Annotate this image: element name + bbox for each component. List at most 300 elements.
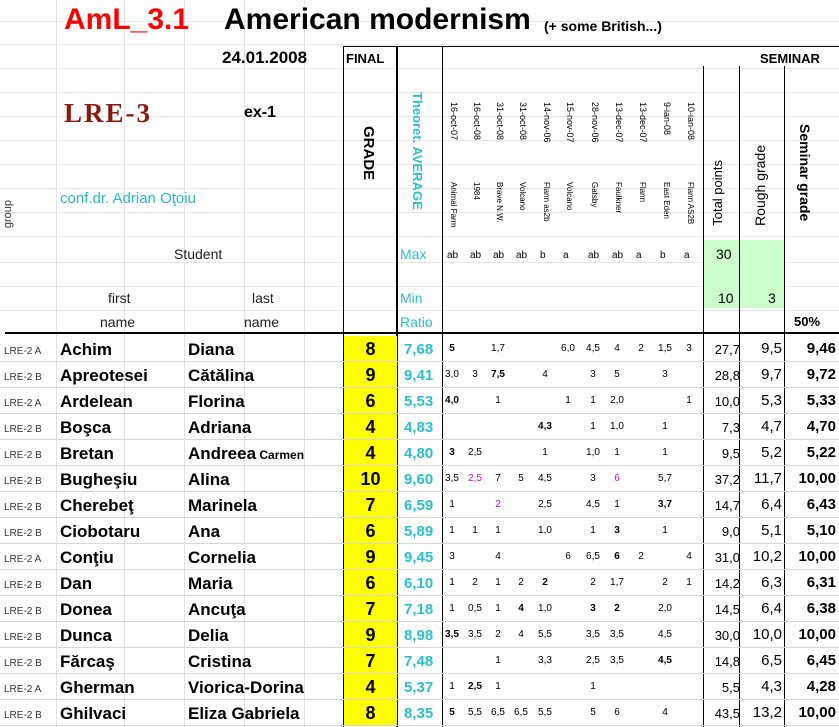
seminar-score: 2,5 [468, 447, 482, 458]
seminar-score: 2 [590, 577, 596, 588]
final-grade: 8 [365, 703, 376, 723]
total-points: 14,2 [714, 576, 740, 591]
rough-grade: 5,2 [761, 444, 782, 461]
student-group: LRE-2 A [4, 346, 42, 357]
theoretical-average: 5,37 [404, 679, 434, 696]
student-last-name [188, 340, 234, 360]
seminar-score: 1 [495, 395, 501, 406]
student-first-name: Fărcaş [60, 652, 115, 671]
student-group: LRE-2 B [4, 372, 42, 383]
rough-grade: 11,7 [753, 470, 782, 487]
seminar-type-label: a [636, 250, 642, 261]
seminar-grade: 4,28 [806, 678, 836, 695]
seminar-grade: 6,38 [806, 600, 836, 617]
seminar-topic-header: Flann AS2B [686, 182, 695, 225]
seminar-score: 1,0 [538, 525, 552, 536]
seminar-date-header: 16-oct-07 [449, 102, 459, 141]
student-last-name-text: Viorica-Dorina [188, 678, 304, 697]
student-last-name-text: Cristina [188, 652, 252, 671]
seminar-score: 2,5 [586, 655, 600, 666]
seminar-score: 2 [662, 577, 668, 588]
total-points: 43,5 [714, 706, 740, 721]
seminar-date-header: 14-nov-06 [542, 102, 552, 143]
theoretical-average: 4,80 [404, 445, 434, 462]
student-first-name: Dunca [60, 626, 112, 645]
seminar-score: 2 [518, 577, 524, 588]
seminar-score: 1 [590, 421, 596, 432]
final-grade: 10 [360, 469, 381, 489]
seminar-score: 3 [614, 525, 620, 536]
student-last-name [188, 470, 230, 490]
seminar-date-header: 31-oct-08 [518, 102, 528, 141]
seminar-topic-header: Gatsby [590, 182, 599, 208]
seminar-date-header: 15-nov-07 [565, 102, 575, 143]
seminar-score: 4,3 [538, 421, 552, 432]
seminar-score: 2 [495, 629, 501, 640]
total-points: 9,5 [721, 446, 740, 461]
rough-grade: 4,7 [761, 418, 782, 435]
seminar-type-label: ab [470, 250, 482, 261]
seminar-score: 4 [614, 343, 620, 354]
student-last-name-text: Ana [188, 522, 221, 541]
student-last-name-text: Adriana [188, 418, 252, 437]
final-grade: 9 [365, 547, 376, 567]
seminar-score: 6 [614, 707, 620, 718]
row-divider [0, 725, 839, 726]
student-last-name-text: Maria [188, 574, 233, 593]
final-label: FINAL [346, 51, 385, 66]
course-title: American modernism [224, 3, 531, 36]
student-group: LRE-2 A [4, 684, 42, 695]
seminar-score: 1,0 [586, 447, 600, 458]
theoretical-average: 7,18 [404, 601, 434, 618]
seminar-score: 7 [495, 473, 501, 484]
seminar-date-header: 9-ian-08 [662, 102, 672, 136]
seminar-score: 5 [518, 473, 524, 484]
student-group: LRE-2 A [4, 398, 42, 409]
seminar-score: 3,5 [468, 629, 482, 640]
seminar-score: 1 [449, 681, 455, 692]
seminar-topic-header: 1984 [472, 182, 481, 200]
table-row[interactable] [0, 518, 839, 544]
table-row[interactable] [0, 362, 839, 388]
seminar-date-header: 10-ian-08 [686, 102, 696, 141]
total-points: 7,3 [721, 420, 740, 435]
student-last-name-text: Delia [188, 626, 229, 645]
course-code: AmL_3.1 [64, 3, 190, 36]
total-points: 30,0 [714, 628, 740, 643]
seminar-score: 1 [662, 525, 668, 536]
seminar-score: 2 [495, 499, 501, 510]
grade-column-label: GRADE [360, 126, 377, 181]
table-row[interactable] [0, 544, 839, 570]
student-last-name [188, 704, 300, 724]
seminar-grade: 6,31 [806, 574, 836, 591]
theoretical-average: 7,48 [404, 653, 434, 670]
student-last-name [188, 366, 254, 386]
professor-name: conf.dr. Adrian Oţoiu [60, 190, 196, 207]
rough-grade: 9,7 [761, 366, 782, 383]
student-group: LRE-2 B [4, 528, 42, 539]
seminar-grade: 5,33 [806, 392, 836, 409]
student-first-name: Ciobotaru [60, 522, 141, 541]
ratio-label: Ratio [400, 314, 433, 330]
rough-grade: 10,0 [752, 626, 782, 643]
theoretical-average: 4,83 [404, 419, 434, 436]
seminar-score: 6,0 [561, 343, 575, 354]
exam-date: 24.01.2008 [222, 48, 308, 67]
rough-grade-label: Rough grade [752, 145, 768, 226]
seminar-score: 1 [614, 499, 620, 510]
seminar-type-label: ab [493, 250, 505, 261]
student-last-name-text: Florina [188, 392, 245, 411]
seminar-score: 1,0 [610, 421, 624, 432]
seminar-score: 4 [495, 551, 501, 562]
student-last-name [188, 496, 257, 516]
student-group: LRE-2 B [4, 450, 42, 461]
student-first-name: Gherman [60, 678, 135, 697]
student-last-name [188, 392, 245, 412]
student-first-name: Bugheşiu [60, 470, 138, 489]
seminar-score: 1 [449, 499, 455, 510]
seminar-score: 1 [495, 577, 501, 588]
seminar-score: 4,5 [658, 629, 672, 640]
final-grade: 6 [365, 573, 376, 593]
theoretical-average: 6,59 [404, 497, 434, 514]
rough-grade: 9,5 [761, 340, 782, 357]
seminar-score: 4,5 [586, 499, 600, 510]
theoretical-average: 6,10 [404, 575, 434, 592]
seminar-score: 4 [518, 603, 524, 614]
seminar-score: 1 [449, 603, 455, 614]
seminar-score: 1 [686, 395, 692, 406]
rough-grade: 13,2 [752, 704, 782, 721]
student-first-name: Conţiu [60, 548, 114, 567]
seminar-score: 6 [614, 551, 620, 562]
seminar-score: 2 [542, 577, 548, 588]
student-first-name: Cherebeţ [60, 496, 134, 515]
student-last-name-text: Ancuţa [188, 600, 246, 619]
student-first-name: Donea [60, 600, 112, 619]
seminar-grade: 10,00 [798, 548, 836, 565]
seminar-type-label: ab [516, 250, 528, 261]
final-grade: 6 [365, 391, 376, 411]
seminar-score: 7,5 [491, 369, 505, 380]
seminar-score: 2 [614, 603, 620, 614]
seminar-grade: 6,45 [806, 652, 836, 669]
seminar-date-header: 16-oct-08 [472, 102, 482, 141]
seminar-score: 2,0 [610, 395, 624, 406]
student-first-name: Ghilvaci [60, 704, 127, 723]
final-grade: 4 [365, 417, 376, 437]
group-column-label: group [2, 200, 14, 229]
seminar-topic-header: Animal Farm [449, 182, 458, 228]
student-last-name-text: Cătălina [188, 366, 255, 385]
seminar-topic-header: Brave N.W. [495, 182, 504, 223]
seminar-topic-header: Faulkner [614, 182, 623, 214]
final-grade: 7 [365, 495, 376, 515]
student-label: Student [174, 246, 223, 262]
seminar-score: 5,5 [538, 629, 552, 640]
theoretical-average: 5,53 [404, 393, 434, 410]
student-group: LRE-2 B [4, 580, 42, 591]
seminar-score: 5,7 [658, 473, 672, 484]
seminar-score: 3 [590, 603, 596, 614]
student-last-name [188, 678, 304, 698]
table-row[interactable] [0, 492, 839, 518]
seminar-type-label: a [563, 250, 569, 261]
seminar-score: 1,7 [610, 577, 624, 588]
seminar-score: 3 [662, 369, 668, 380]
seminar-score: 1 [495, 525, 501, 536]
theoretical-average: 7,68 [404, 341, 434, 358]
seminar-score: 1 [662, 421, 668, 432]
seminar-score: 4,5 [658, 655, 672, 666]
theoretical-average-label: Theoret. AVERAGE [410, 92, 425, 210]
seminar-score: 1 [472, 525, 478, 536]
seminar-date-header: 28-nov-06 [590, 102, 600, 143]
table-row[interactable] [0, 440, 839, 466]
seminar-grade-label: Seminar grade [797, 124, 813, 222]
rough-grade: 4,3 [761, 678, 782, 695]
student-group: LRE-2 B [4, 710, 42, 721]
final-grade: 4 [365, 677, 376, 697]
theoretical-average: 9,60 [404, 471, 434, 488]
seminar-score: 4,0 [445, 395, 459, 406]
seminar-score: 6 [565, 551, 571, 562]
seminar-date-header: 13-dec-07 [614, 102, 624, 143]
student-last-name [188, 574, 232, 594]
max-label: Max [400, 246, 427, 262]
total-points: 27,7 [714, 342, 740, 357]
theoretical-average: 9,41 [404, 367, 434, 384]
seminar-date-header: 31-oct-08 [495, 102, 505, 141]
seminar-score: 5 [449, 343, 455, 354]
seminar-grade: 6,43 [806, 496, 836, 513]
table-row[interactable] [0, 414, 839, 440]
seminar-grade: 5,10 [806, 522, 836, 539]
total-points: 9,0 [721, 524, 740, 539]
seminar-score: 1 [565, 395, 571, 406]
seminar-label: SEMINAR [760, 51, 820, 66]
student-last-name [188, 626, 229, 646]
seminar-score: 2 [638, 551, 644, 562]
exam-label: ex-1 [244, 104, 277, 121]
seminar-type-label: ab [612, 250, 624, 261]
seminar-score: 5 [449, 707, 455, 718]
seminar-grade: 10,00 [798, 704, 836, 721]
seminar-type-label: ab [447, 250, 459, 261]
seminar-score: 4 [662, 707, 668, 718]
seminar-score: 1 [449, 525, 455, 536]
seminar-grade: 10,00 [798, 470, 836, 487]
student-group: LRE-2 B [4, 606, 42, 617]
final-top-border [343, 46, 839, 47]
final-grade: 8 [365, 339, 376, 359]
rough-grade: 6,4 [761, 600, 782, 617]
student-group: LRE-2 B [4, 424, 42, 435]
student-first-name: Ardelean [60, 392, 133, 411]
student-first-name: Boşca [60, 418, 112, 437]
rough-grade: 6,3 [761, 574, 782, 591]
rough-grade: 5,1 [761, 522, 782, 539]
student-last-name-text: Diana [188, 340, 235, 359]
seminar-percent: 50% [794, 314, 821, 329]
first-name-label: name [100, 314, 136, 330]
seminar-score: 0,5 [468, 603, 482, 614]
student-last-name-text: Andreea [188, 444, 257, 463]
seminar-score: 1 [449, 577, 455, 588]
seminar-score: 1 [495, 603, 501, 614]
student-first-name: Bretan [60, 444, 114, 463]
table-row[interactable] [0, 622, 839, 648]
final-grade: 4 [365, 443, 376, 463]
seminar-type-label: a [684, 250, 690, 261]
seminar-score: 3 [590, 369, 596, 380]
header-divider [5, 332, 839, 334]
total-points: 14,8 [714, 654, 740, 669]
seminar-score: 3 [449, 447, 455, 458]
table-row[interactable] [0, 570, 839, 596]
seminar-score: 1,7 [491, 343, 505, 354]
rough-grade: 10,2 [752, 548, 782, 565]
seminar-score: 6,5 [491, 707, 505, 718]
student-last-name [188, 548, 256, 568]
seminar-score: 2,0 [658, 603, 672, 614]
seminar-score: 4 [518, 629, 524, 640]
student-last-name-text: Marinela [188, 496, 257, 515]
seminar-grade: 4,70 [806, 418, 836, 435]
total-points-max: 30 [716, 246, 732, 262]
table-row[interactable] [0, 336, 839, 362]
last-label: last [252, 290, 274, 306]
theoretical-average: 9,45 [404, 549, 434, 566]
final-grade: 9 [365, 625, 376, 645]
seminar-topic-header: Flann [638, 182, 647, 203]
final-grade: 7 [365, 651, 376, 671]
seminar-score: 1 [686, 577, 692, 588]
seminar-score: 1 [495, 681, 501, 692]
total-points: 31,0 [714, 550, 740, 565]
table-row[interactable] [0, 466, 839, 492]
final-grade: 9 [365, 365, 376, 385]
seminar-score: 1 [590, 395, 596, 406]
rough-grade-range-cell [740, 240, 784, 308]
seminar-grade: 9,72 [806, 366, 836, 383]
student-last-name [188, 600, 246, 620]
seminar-score: 1 [495, 655, 501, 666]
student-last-name-text: Alina [188, 470, 230, 489]
student-group: LRE-2 A [4, 554, 42, 565]
theoretical-average: 8,35 [404, 705, 434, 722]
total-points: 10,0 [714, 394, 740, 409]
seminar-score: 2,5 [468, 681, 482, 692]
seminar-score: 1 [590, 525, 596, 536]
rough-grade: 5,3 [761, 392, 782, 409]
seminar-score: 3,0 [445, 369, 459, 380]
seminar-topic-header: Flann as2b [542, 182, 551, 222]
seminar-score: 4,5 [586, 343, 600, 354]
course-subtitle: (+ some British...) [544, 18, 662, 34]
theoretical-average: 8,98 [404, 627, 434, 644]
seminar-score: 5,5 [468, 707, 482, 718]
seminar-score: 5 [614, 369, 620, 380]
seminar-score: 5 [590, 707, 596, 718]
seminar-score: 6,5 [514, 707, 528, 718]
seminar-score: 1,0 [538, 603, 552, 614]
seminar-grade: 5,22 [806, 444, 836, 461]
seminar-score: 2 [472, 577, 478, 588]
seminar-score: 3,5 [445, 473, 459, 484]
first-label: first [108, 290, 131, 306]
student-last-name-text: Cornelia [188, 548, 257, 567]
seminar-score: 1 [614, 447, 620, 458]
student-last-name [188, 444, 304, 464]
seminar-score: 4 [542, 369, 548, 380]
group-code: LRE-3 [64, 98, 153, 128]
rough-grade-min: 3 [768, 290, 776, 306]
seminar-topic-header: East Eden [662, 182, 671, 219]
table-row[interactable] [0, 674, 839, 700]
total-points-min: 10 [718, 290, 734, 306]
seminar-score: 3,5 [610, 655, 624, 666]
seminar-grade: 10,00 [798, 626, 836, 643]
final-grade: 6 [365, 521, 376, 541]
student-first-name: Dan [60, 574, 93, 593]
seminar-score: 3,5 [586, 629, 600, 640]
seminar-type-label: ab [588, 250, 600, 261]
seminar-score: 2,5 [468, 473, 482, 484]
total-points-label: Total points [710, 160, 725, 226]
seminar-score: 3 [590, 473, 596, 484]
seminar-score: 3,5 [445, 629, 459, 640]
seminar-score: 1 [542, 447, 548, 458]
seminar-score: 1,5 [658, 343, 672, 354]
seminar-date-header: 13-dec-07 [638, 102, 648, 143]
table-row[interactable] [0, 388, 839, 414]
seminar-score: 4,5 [538, 473, 552, 484]
table-row[interactable] [0, 648, 839, 674]
student-last-name [188, 522, 220, 542]
student-group: LRE-2 B [4, 476, 42, 487]
seminar-score: 2,5 [538, 499, 552, 510]
table-row[interactable] [0, 596, 839, 622]
last-name-label: name [244, 314, 280, 330]
table-row[interactable] [0, 700, 839, 726]
seminar-topic-header: Volcano [565, 182, 574, 211]
rough-grade: 6,5 [761, 652, 782, 669]
min-label: Min [400, 290, 423, 306]
seminar-score: 1 [662, 447, 668, 458]
seminar-score: 3,3 [538, 655, 552, 666]
seminar-score: 5,5 [538, 707, 552, 718]
total-points: 14,5 [714, 602, 740, 617]
seminar-score: 6 [614, 473, 620, 484]
total-points: 37,2 [714, 472, 740, 487]
seminar-score: 2 [638, 343, 644, 354]
seminar-grade: 9,46 [806, 340, 836, 357]
seminar-type-label: b [540, 250, 546, 261]
seminar-score: 3 [449, 551, 455, 562]
seminar-score: 3 [472, 369, 478, 380]
seminar-type-label: b [660, 250, 666, 261]
student-group: LRE-2 B [4, 502, 42, 513]
seminar-score: 3,5 [610, 629, 624, 640]
student-last-name [188, 418, 251, 438]
seminar-score: 3 [686, 343, 692, 354]
student-first-name: Apreotesei [60, 366, 148, 385]
student-last-name [188, 652, 251, 672]
